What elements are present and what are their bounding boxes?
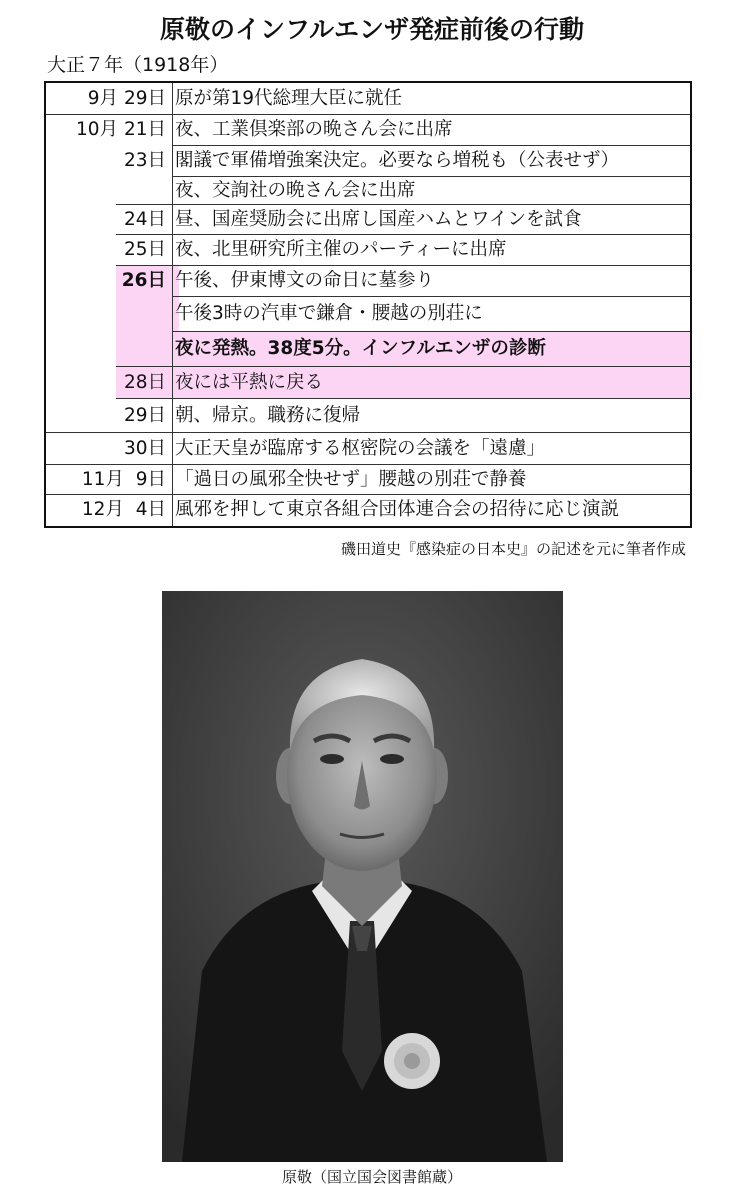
day-label: 23日: [123, 150, 166, 172]
day-label: 29日: [123, 404, 166, 426]
photo-caption: 原敬（国立国会図書館蔵）: [281, 1168, 462, 1186]
day-label: 29日: [123, 87, 166, 109]
date-cell: [46, 495, 172, 526]
table-row: [46, 465, 690, 495]
month-label: 10月: [76, 119, 119, 141]
row-divider: [172, 176, 690, 177]
row-divider: [116, 398, 690, 399]
row-divider: [46, 432, 690, 433]
column-divider: [172, 83, 173, 526]
month-label: 12月: [81, 499, 124, 521]
table-row: [46, 83, 690, 115]
row-divider: [46, 114, 690, 115]
event-cell: 風邪を押して東京各組合団体連合会の招待に応じ演説: [175, 499, 620, 521]
table-row: [46, 146, 690, 177]
event-cell: 閣議で軍備増強案決定。必要なら増税も（公表せず）: [175, 150, 620, 172]
day-label: 21日: [123, 119, 166, 141]
row-divider: [116, 234, 690, 235]
event-cell: 大正天皇が臨席する枢密院の会議を「遠慮」: [175, 437, 546, 459]
row-divider: [172, 145, 690, 146]
day-label: 24日: [123, 208, 166, 230]
event-cell: 夜、交詢社の晩さん会に出席: [175, 179, 416, 201]
day-label: 25日: [123, 239, 166, 261]
table-row: [46, 433, 690, 465]
day-label: 4日: [135, 499, 166, 521]
row-divider: [172, 331, 690, 332]
portrait-photo: [162, 591, 563, 1162]
row-divider: [116, 265, 690, 266]
event-cell: 原が第19代総理大臣に就任: [175, 87, 403, 109]
row-divider: [46, 494, 690, 495]
row-divider: [116, 204, 690, 205]
day-label: 30日: [123, 437, 166, 459]
day-label: 9日: [135, 468, 166, 490]
day-label: 26日: [121, 270, 166, 292]
day-label: 28日: [123, 371, 166, 393]
event-cell-highlighted: 夜には平熱に戻る: [172, 367, 690, 399]
event-cell: 昼、国産奨励会に出席し国産ハムとワインを試食: [175, 208, 582, 230]
event-cell: 「過日の風邪全快せず」腰越の別荘で静養: [175, 468, 527, 490]
era-label: 大正７年（1918年）: [47, 54, 229, 76]
table-row: [46, 399, 690, 433]
event-cell: 夜、北里研究所主催のパーティーに出席: [175, 239, 507, 261]
table-row: [46, 115, 690, 146]
event-cell: 朝、帰京。職務に復帰: [175, 404, 361, 426]
table-row: [46, 367, 690, 399]
row-divider: [172, 296, 690, 297]
event-cell: 夜、工業倶楽部の晩さん会に出席: [175, 119, 453, 141]
date-cell: [46, 83, 172, 115]
table-row: [46, 235, 690, 266]
row-divider: [46, 464, 690, 465]
page-title: 原敬のインフルエンザ発症前後の行動: [159, 15, 584, 44]
table-row: [46, 297, 690, 332]
event-cell: 午後3時の汽車で鎌倉・腰越の別荘に: [175, 303, 483, 325]
table-row: [46, 332, 690, 367]
table-row: [46, 205, 690, 235]
portrait-illustration: [162, 591, 563, 1162]
date-cell: [46, 465, 172, 495]
date-cell: [46, 115, 172, 146]
table-row: [46, 495, 690, 526]
row-divider: [116, 366, 690, 367]
source-note: 磯田道史『感染症の日本史』の記述を元に筆者作成: [340, 540, 686, 558]
event-cell: 午後、伊東博文の命日に墓参り: [175, 270, 435, 292]
timeline-table: [44, 81, 692, 528]
month-label: 9月: [87, 87, 119, 109]
table-row: [46, 266, 690, 297]
month-label: 11月: [81, 468, 124, 490]
event-cell-highlighted: 夜に発熱。38度5分。インフルエンザの診断: [172, 332, 690, 367]
table-row: [46, 177, 690, 205]
